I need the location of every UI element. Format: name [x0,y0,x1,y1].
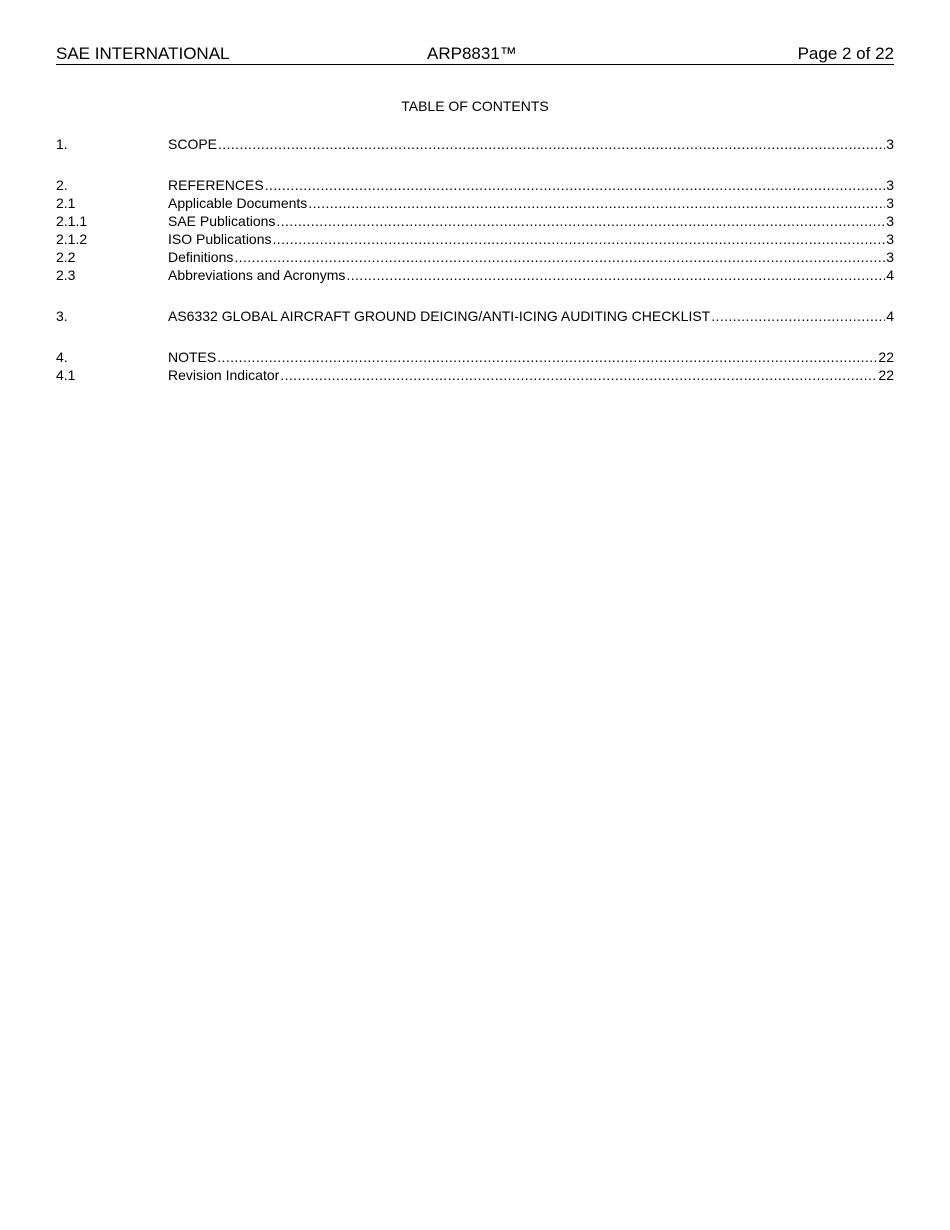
table-of-contents [56,135,894,384]
toc-entry-page: 22 [878,349,894,365]
toc-entry[interactable] [56,230,894,248]
toc-entry-number: 2.2 [56,249,76,265]
header-page-number: Page 2 of 22 [797,44,894,63]
toc-entry[interactable] [56,212,894,230]
toc-entry-label: Definitions [168,249,234,265]
toc-entry-page: 3 [886,177,894,193]
toc-entry-page: 3 [886,249,894,265]
toc-entry[interactable] [56,366,894,384]
header-document-number: ARP8831™ [427,44,517,63]
toc-entry[interactable] [56,194,894,212]
toc-entry-label: NOTES [168,349,217,365]
toc-entry-page: 4 [886,267,894,283]
toc-entry-label: AS6332 GLOBAL AIRCRAFT GROUND DEICING/ANTI-ICING AUDITING CHECKLIST [168,308,711,324]
toc-entry-number: 1. [56,136,68,152]
toc-leader [308,194,885,212]
toc-leader [280,366,877,384]
toc-entry-label: Abbreviations and Acronyms [168,267,346,283]
toc-leader [234,248,885,266]
toc-leader [217,348,877,366]
toc-entry-label: SCOPE [168,136,218,152]
toc-leader [276,212,885,230]
toc-entry-page: 3 [886,231,894,247]
toc-entry-number: 4.1 [56,367,76,383]
toc-entry[interactable] [56,266,894,284]
toc-entry-page: 3 [886,213,894,229]
toc-entry[interactable] [56,135,894,153]
toc-leader [711,307,885,325]
toc-entry-number: 2.1 [56,195,76,211]
toc-entry-number: 3. [56,308,68,324]
toc-leader [346,266,885,284]
toc-entry-number: 2. [56,177,68,193]
toc-entry-number: 2.1.1 [56,213,88,229]
toc-entry[interactable] [56,307,894,325]
toc-entry[interactable] [56,248,894,266]
toc-entry-number: 2.3 [56,267,76,283]
toc-entry[interactable] [56,348,894,366]
header-organization: SAE INTERNATIONAL [56,44,230,63]
toc-entry-page: 22 [878,367,894,383]
toc-entry-number: 2.1.2 [56,231,88,247]
toc-entry-label: SAE Publications [168,213,276,229]
toc-leader [265,176,886,194]
toc-entry-label: ISO Publications [168,231,272,247]
toc-entry-page: 3 [886,136,894,152]
toc-leader [218,135,885,153]
toc-entry-label: REFERENCES [168,177,264,193]
toc-entry-number: 4. [56,349,68,365]
page-header [56,44,894,65]
toc-entry[interactable] [56,176,894,194]
toc-leader [273,230,886,248]
toc-entry-label: Revision Indicator [168,367,280,383]
toc-entry-page: 4 [886,308,894,324]
toc-entry-page: 3 [886,195,894,211]
toc-entry-label: Applicable Documents [168,195,308,211]
toc-title: TABLE OF CONTENTS [401,98,549,114]
